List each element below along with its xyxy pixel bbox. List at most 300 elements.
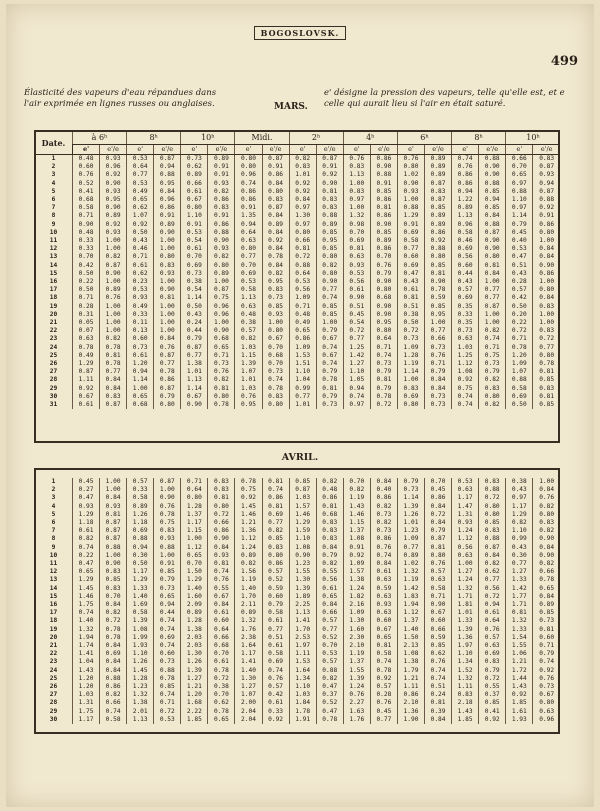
value-cell: 0.92 [235, 494, 262, 502]
value-cell: 1.00 [452, 560, 479, 568]
value-cell: 0.78 [208, 667, 235, 675]
value-cell: 0.72 [370, 401, 397, 409]
value-cell: 0.81 [506, 609, 533, 617]
value-cell: 0.62 [127, 270, 154, 278]
value-cell: 0.78 [100, 344, 127, 352]
value-cell: 1.36 [452, 634, 479, 642]
value-cell: 1.13 [181, 376, 208, 384]
value-cell: 0.93 [452, 519, 479, 527]
value-cell: 0.78 [370, 393, 397, 401]
value-cell: 0.37 [316, 691, 343, 699]
date-cell: 29 [35, 708, 73, 716]
value-cell: 0.82 [479, 401, 506, 409]
value-cell: 0.35 [452, 303, 479, 311]
table-row [35, 155, 561, 164]
value-cell: 0.70 [262, 344, 289, 352]
value-cell: 0.69 [154, 634, 181, 642]
value-cell: 0.75 [154, 519, 181, 527]
value-cell: 0.65 [208, 716, 235, 724]
sub-header-row [35, 145, 561, 155]
value-cell: 0.81 [316, 503, 343, 511]
value-cell: 0.87 [425, 196, 452, 204]
value-cell: 1.07 [235, 368, 262, 376]
value-cell: 0.84 [316, 601, 343, 609]
value-cell: 1.41 [289, 617, 316, 625]
value-cell: 0.52 [316, 634, 343, 642]
value-cell: 0.60 [370, 617, 397, 625]
value-cell: 0.79 [370, 270, 397, 278]
value-cell: 0.90 [343, 294, 370, 302]
value-cell: 1.20 [181, 691, 208, 699]
value-cell: 1.42 [343, 352, 370, 360]
value-cell: 1.10 [289, 368, 316, 376]
value-cell: 1.00 [154, 278, 181, 286]
value-cell: 0.70 [235, 262, 262, 270]
value-cell: 0.73 [181, 155, 208, 164]
value-cell: 0.77 [181, 352, 208, 360]
value-cell: 1.39 [397, 503, 424, 511]
value-cell: 0.94 [127, 544, 154, 552]
value-cell: 1.12 [235, 535, 262, 543]
value-cell: 0.94 [452, 188, 479, 196]
value-cell: 0.55 [208, 585, 235, 593]
table-row [35, 552, 561, 560]
value-cell: 2.04 [235, 708, 262, 716]
value-cell: 0.68 [316, 511, 343, 519]
value-cell: 0.84 [262, 212, 289, 220]
value-cell: 0.38 [397, 311, 424, 319]
value-cell: 0.60 [127, 335, 154, 343]
month-mars-title: MARS. [274, 102, 308, 112]
value-cell: 0.81 [289, 245, 316, 253]
hour-header: 8ʰ [452, 131, 506, 145]
value-cell: 0.88 [479, 155, 506, 164]
value-cell: 0.83 [262, 393, 289, 401]
value-cell: 1.31 [452, 511, 479, 519]
value-cell: 0.93 [154, 270, 181, 278]
value-cell: 0.74 [262, 667, 289, 675]
value-cell: 0.97 [343, 196, 370, 204]
value-cell: 0.84 [425, 376, 452, 384]
value-cell: 0.33 [127, 311, 154, 319]
value-cell: 0.80 [262, 552, 289, 560]
value-cell: 0.70 [343, 478, 370, 486]
value-cell: 0.58 [100, 716, 127, 724]
value-cell: 0.61 [343, 286, 370, 294]
vapor-pressure-header: e' [289, 145, 316, 155]
value-cell: 0.70 [181, 560, 208, 568]
value-cell: 0.79 [154, 393, 181, 401]
value-cell: 0.83 [316, 204, 343, 212]
value-cell: 0.74 [154, 642, 181, 650]
value-cell: 0.71 [208, 352, 235, 360]
value-cell: 0.67 [181, 196, 208, 204]
table-row [35, 368, 561, 376]
value-cell: 0.80 [479, 511, 506, 519]
value-cell: 1.75 [73, 708, 100, 716]
saturation-ratio-header: e'/e [425, 145, 452, 155]
saturation-ratio-header: e'/e [208, 145, 235, 155]
value-cell: 1.00 [262, 319, 289, 327]
value-cell: 0.67 [262, 335, 289, 343]
value-cell: 0.41 [73, 188, 100, 196]
value-cell: 1.94 [73, 634, 100, 642]
value-cell: 0.89 [452, 204, 479, 212]
value-cell: 0.78 [533, 360, 560, 368]
value-cell: 0.74 [370, 658, 397, 666]
value-cell: 0.84 [262, 229, 289, 237]
value-cell: 1.70 [235, 593, 262, 601]
value-cell: 0.28 [73, 303, 100, 311]
table-caption [24, 84, 572, 124]
value-cell: 0.57 [479, 634, 506, 642]
value-cell: 0.31 [73, 311, 100, 319]
value-cell: 0.74 [235, 180, 262, 188]
value-cell: 0.90 [370, 163, 397, 171]
value-cell: 1.24 [235, 544, 262, 552]
value-cell: 0.91 [154, 212, 181, 220]
avril-table [34, 478, 560, 724]
value-cell: 0.80 [533, 286, 560, 294]
value-cell: 0.68 [262, 352, 289, 360]
date-cell: 21 [35, 642, 73, 650]
value-cell: 0.61 [127, 352, 154, 360]
value-cell: 0.94 [533, 180, 560, 188]
value-cell: 0.96 [100, 163, 127, 171]
table-row [35, 511, 561, 519]
value-cell: 0.87 [154, 352, 181, 360]
value-cell: 0.82 [506, 519, 533, 527]
saturation-ratio-header: e'/e [370, 145, 397, 155]
value-cell: 0.74 [316, 360, 343, 368]
value-cell: 0.80 [479, 253, 506, 261]
value-cell: 0.76 [425, 352, 452, 360]
value-cell: 0.83 [343, 188, 370, 196]
value-cell: 0.79 [506, 221, 533, 229]
value-cell: 0.93 [100, 503, 127, 511]
value-cell: 1.00 [100, 478, 127, 486]
value-cell: 0.90 [100, 204, 127, 212]
value-cell: 0.82 [262, 270, 289, 278]
value-cell: 1.43 [73, 667, 100, 675]
value-cell: 0.85 [370, 229, 397, 237]
value-cell: 0.95 [316, 237, 343, 245]
value-cell: 1.07 [235, 691, 262, 699]
value-cell: 0.92 [506, 691, 533, 699]
value-cell: 0.74 [262, 486, 289, 494]
value-cell: 0.91 [208, 212, 235, 220]
value-cell: 1.41 [235, 658, 262, 666]
value-cell: 1.00 [154, 327, 181, 335]
value-cell: 0.68 [73, 196, 100, 204]
value-cell: 0.88 [506, 376, 533, 384]
value-cell: 0.90 [100, 180, 127, 188]
value-cell: 0.81 [533, 626, 560, 634]
value-cell: 0.66 [289, 237, 316, 245]
value-cell: 1.13 [127, 716, 154, 724]
value-cell: 2.11 [235, 601, 262, 609]
value-cell: 0.96 [452, 221, 479, 229]
value-cell: 2.22 [181, 708, 208, 716]
value-cell: 0.46 [127, 245, 154, 253]
value-cell: 0.54 [181, 286, 208, 294]
value-cell: 0.53 [127, 155, 154, 164]
value-cell: 0.58 [235, 286, 262, 294]
value-cell: 1.11 [452, 683, 479, 691]
value-cell: 0.91 [208, 163, 235, 171]
table-row [35, 294, 561, 302]
date-cell: 20 [35, 634, 73, 642]
mars-table [34, 130, 560, 409]
value-cell: 1.41 [73, 650, 100, 658]
value-cell: 0.90 [316, 180, 343, 188]
value-cell: 0.84 [370, 478, 397, 486]
value-cell: 0.92 [289, 188, 316, 196]
avril-table-body [35, 478, 561, 724]
value-cell: 0.53 [127, 180, 154, 188]
value-cell: 0.58 [262, 650, 289, 658]
value-cell: 0.80 [262, 188, 289, 196]
value-cell: 0.84 [370, 560, 397, 568]
value-cell: 0.95 [100, 196, 127, 204]
value-cell: 1.03 [235, 385, 262, 393]
value-cell: 2.01 [127, 708, 154, 716]
value-cell: 0.73 [479, 360, 506, 368]
value-cell: 0.92 [452, 376, 479, 384]
value-cell: 0.84 [100, 494, 127, 502]
value-cell: 0.49 [73, 352, 100, 360]
value-cell: 0.68 [208, 642, 235, 650]
value-cell: 1.28 [127, 675, 154, 683]
value-cell: 0.73 [425, 401, 452, 409]
date-cell: 26 [35, 683, 73, 691]
value-cell: 0.84 [262, 180, 289, 188]
value-cell: 1.27 [506, 568, 533, 576]
value-cell: 1.13 [289, 609, 316, 617]
value-cell: 0.89 [154, 221, 181, 229]
date-cell: 8 [35, 535, 73, 543]
value-cell: 0.92 [370, 675, 397, 683]
value-cell: 0.69 [262, 658, 289, 666]
date-cell: 12 [35, 245, 73, 253]
value-cell: 1.00 [479, 319, 506, 327]
value-cell: 0.74 [370, 552, 397, 560]
value-cell: 1.55 [289, 568, 316, 576]
value-cell: 0.69 [235, 270, 262, 278]
value-cell: 1.09 [343, 609, 370, 617]
value-cell: 0.89 [397, 552, 424, 560]
avril-title-bar [6, 452, 594, 472]
value-cell: 0.65 [316, 593, 343, 601]
value-cell: 1.31 [73, 699, 100, 707]
table-row [35, 626, 561, 634]
value-cell: 0.92 [100, 171, 127, 179]
value-cell: 0.84 [425, 519, 452, 527]
value-cell: 1.27 [343, 360, 370, 368]
value-cell: 0.61 [397, 286, 424, 294]
value-cell: 0.73 [370, 360, 397, 368]
value-cell: 0.80 [208, 262, 235, 270]
value-cell: 0.89 [316, 221, 343, 229]
value-cell: 0.50 [127, 560, 154, 568]
value-cell: 0.65 [208, 344, 235, 352]
value-cell: 1.24 [452, 576, 479, 584]
value-cell: 0.45 [343, 311, 370, 319]
value-cell: 0.80 [316, 253, 343, 261]
value-cell: 0.72 [479, 593, 506, 601]
value-cell: 0.81 [154, 294, 181, 302]
value-cell: 0.82 [208, 376, 235, 384]
value-cell: 0.85 [479, 519, 506, 527]
date-cell: 1 [35, 155, 73, 164]
value-cell: 0.69 [452, 294, 479, 302]
value-cell: 1.10 [343, 368, 370, 376]
running-head-title: BOGOSLOVSK. [254, 26, 347, 40]
value-cell: 0.92 [73, 385, 100, 393]
value-cell: 1.57 [289, 503, 316, 511]
value-cell: 0.63 [452, 335, 479, 343]
value-cell: 0.88 [100, 544, 127, 552]
date-cell: 16 [35, 601, 73, 609]
date-cell: 17 [35, 286, 73, 294]
value-cell: 0.87 [154, 155, 181, 164]
value-cell: 0.22 [73, 552, 100, 560]
value-cell: 1.38 [181, 360, 208, 368]
value-cell: 0.87 [479, 229, 506, 237]
value-cell: 0.69 [479, 650, 506, 658]
value-cell: 0.90 [208, 327, 235, 335]
value-cell: 1.46 [235, 511, 262, 519]
date-cell: 5 [35, 511, 73, 519]
value-cell: 0.72 [208, 511, 235, 519]
value-cell: 0.77 [479, 576, 506, 584]
value-cell: 0.63 [479, 642, 506, 650]
table-row [35, 360, 561, 368]
value-cell: 1.19 [397, 360, 424, 368]
value-cell: 0.70 [100, 593, 127, 601]
table-row [35, 699, 561, 707]
value-cell: 1.30 [289, 576, 316, 584]
value-cell: 0.91 [397, 221, 424, 229]
value-cell: 0.90 [479, 171, 506, 179]
value-cell: 1.00 [154, 237, 181, 245]
value-cell: 0.73 [533, 683, 560, 691]
value-cell: 0.87 [262, 155, 289, 164]
value-cell: 0.86 [208, 221, 235, 229]
value-cell: 1.17 [452, 494, 479, 502]
value-cell: 0.85 [370, 188, 397, 196]
value-cell: 1.84 [289, 699, 316, 707]
table-row [35, 691, 561, 699]
value-cell: 1.30 [235, 675, 262, 683]
value-cell: 0.93 [73, 503, 100, 511]
value-cell: 0.80 [533, 511, 560, 519]
value-cell: 0.82 [316, 478, 343, 486]
value-cell: 0.80 [235, 245, 262, 253]
value-cell: 0.73 [262, 294, 289, 302]
value-cell: 1.55 [343, 667, 370, 675]
value-cell: 0.61 [181, 245, 208, 253]
value-cell: 0.42 [73, 262, 100, 270]
value-cell: 0.67 [208, 593, 235, 601]
value-cell: 0.57 [262, 683, 289, 691]
value-cell: 1.20 [73, 683, 100, 691]
date-cell: 27 [35, 691, 73, 699]
value-cell: 0.83 [208, 486, 235, 494]
value-cell: 0.76 [73, 171, 100, 179]
value-cell: 0.86 [452, 180, 479, 188]
value-cell: 0.93 [370, 601, 397, 609]
value-cell: 0.85 [262, 303, 289, 311]
value-cell: 0.82 [479, 327, 506, 335]
value-cell: 0.94 [479, 196, 506, 204]
value-cell: 0.81 [533, 393, 560, 401]
value-cell: 1.68 [181, 699, 208, 707]
table-row [35, 650, 561, 658]
value-cell: 0.45 [425, 486, 452, 494]
value-cell: 1.26 [397, 511, 424, 519]
value-cell: 1.19 [235, 576, 262, 584]
date-cell: 18 [35, 617, 73, 625]
value-cell: 0.78 [262, 253, 289, 261]
table-row [35, 478, 561, 486]
value-cell: 0.84 [479, 212, 506, 220]
value-cell: 1.51 [289, 360, 316, 368]
value-cell: 1.00 [154, 552, 181, 560]
value-cell: 1.71 [452, 593, 479, 601]
value-cell: 1.32 [506, 617, 533, 625]
value-cell: 0.89 [425, 212, 452, 220]
caption-right: e' désigne la pression des vapeurs, telle qu'elle est, et e celle qui aurait lieu si l'air en était saturé. [324, 88, 565, 109]
value-cell: 0.86 [370, 535, 397, 543]
value-cell: 0.83 [479, 478, 506, 486]
value-cell: 0.57 [316, 617, 343, 625]
value-cell: 0.92 [316, 171, 343, 179]
value-cell: 0.89 [425, 171, 452, 179]
value-cell: 0.73 [208, 360, 235, 368]
value-cell: 0.84 [533, 245, 560, 253]
value-cell: 0.66 [506, 155, 533, 164]
value-cell: 0.91 [343, 544, 370, 552]
date-cell: 25 [35, 352, 73, 360]
value-cell: 0.70 [370, 253, 397, 261]
value-cell: 0.80 [235, 163, 262, 171]
value-cell: 1.04 [289, 376, 316, 384]
value-cell: 0.57 [127, 478, 154, 486]
value-cell: 0.81 [343, 245, 370, 253]
value-cell: 1.54 [506, 634, 533, 642]
value-cell: 1.93 [506, 716, 533, 724]
value-cell: 0.80 [262, 327, 289, 335]
value-cell: 1.70 [289, 626, 316, 634]
value-cell: 2.10 [397, 699, 424, 707]
value-cell: 0.56 [289, 286, 316, 294]
value-cell: 0.86 [235, 188, 262, 196]
value-cell: 1.40 [127, 593, 154, 601]
value-cell: 0.77 [154, 360, 181, 368]
value-cell: 0.80 [181, 494, 208, 502]
value-cell: 1.15 [181, 527, 208, 535]
value-cell: 0.53 [316, 650, 343, 658]
value-cell: 1.50 [397, 634, 424, 642]
value-cell: 0.81 [208, 560, 235, 568]
value-cell: 1.14 [127, 376, 154, 384]
value-cell: 0.85 [425, 642, 452, 650]
value-cell: 1.52 [452, 667, 479, 675]
value-cell: 0.80 [533, 699, 560, 707]
value-cell: 1.75 [73, 601, 100, 609]
value-cell: 0.57 [370, 683, 397, 691]
